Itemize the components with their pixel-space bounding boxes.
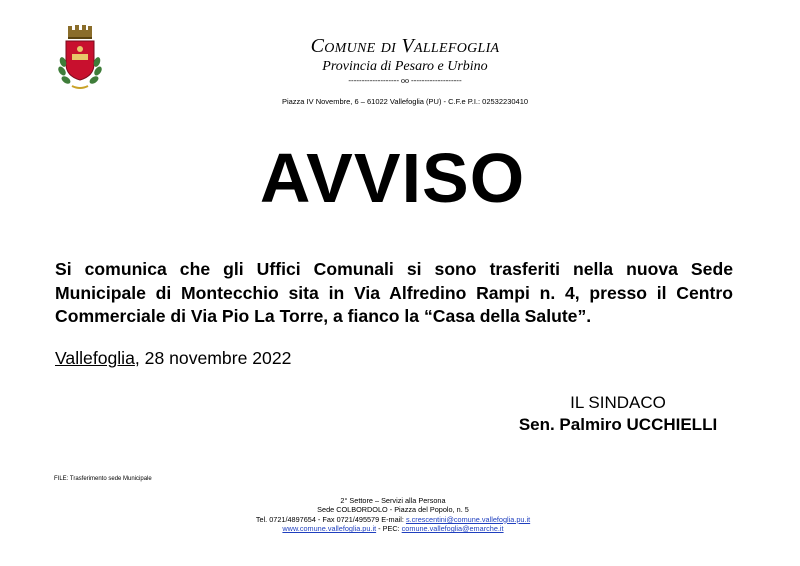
footer-phone-fax: Tel. 0721/4897654 - Fax 0721/495579 E-mail: [255,514,406,524]
date-rest: , 28 novembre 2022 [134,348,292,368]
municipal-crest-emblem [54,24,106,96]
signature-name: Sen. Palmiro UCCHIELLI [518,415,718,434]
crown-icon [68,25,92,39]
header-separator: ------------------- oo ------------------- [348,76,462,85]
footer-pec-label: - PEC: [376,524,402,534]
letterhead [220,34,590,86]
footer [200,496,586,534]
header-address: Piazza IV Novembre, 6 – 61022 Vallefoglia (PU) - C.F.e P.I.: 02532230410 [281,97,529,106]
date-place: Vallefoglia [55,348,135,368]
signature-block [498,392,738,437]
footer-department: 2° Settore – Servizi alla Persona [340,496,446,505]
footer-pec-link[interactable]: comune.vallefoglia@emarche.it [401,524,504,534]
comune-title: Comune di Vallefoglia [310,35,500,57]
footer-web [200,524,586,533]
notice-body: Si comunica che gli Uffici Comunali si sono trasferiti nella nuova Sede Municipale di Montecchio sita in Via Alfredino Rampi n. 4, presso il Centro Commerciale di Via Pio La Torre, a fianco la “Casa della Salute”. [55,259,733,326]
footer-website-link[interactable]: www.comune.vallefoglia.pu.it [282,524,377,534]
date-line [55,347,291,369]
signature-title: IL SINDACO [570,393,666,412]
notice-heading: AVVISO [259,139,526,217]
footer-contacts [200,515,586,524]
footer-office: Sede COLBORDOLO - Piazza del Popolo, n. 5 [317,505,469,515]
shield-icon [66,41,94,80]
provincia-subtitle: Provincia di Pesaro e Urbino [322,59,488,74]
file-note: FILE: Trasferimento sede Municipale [54,476,152,482]
footer-email-link[interactable]: s.crescentini@comune.vallefoglia.pu.it [405,514,531,524]
